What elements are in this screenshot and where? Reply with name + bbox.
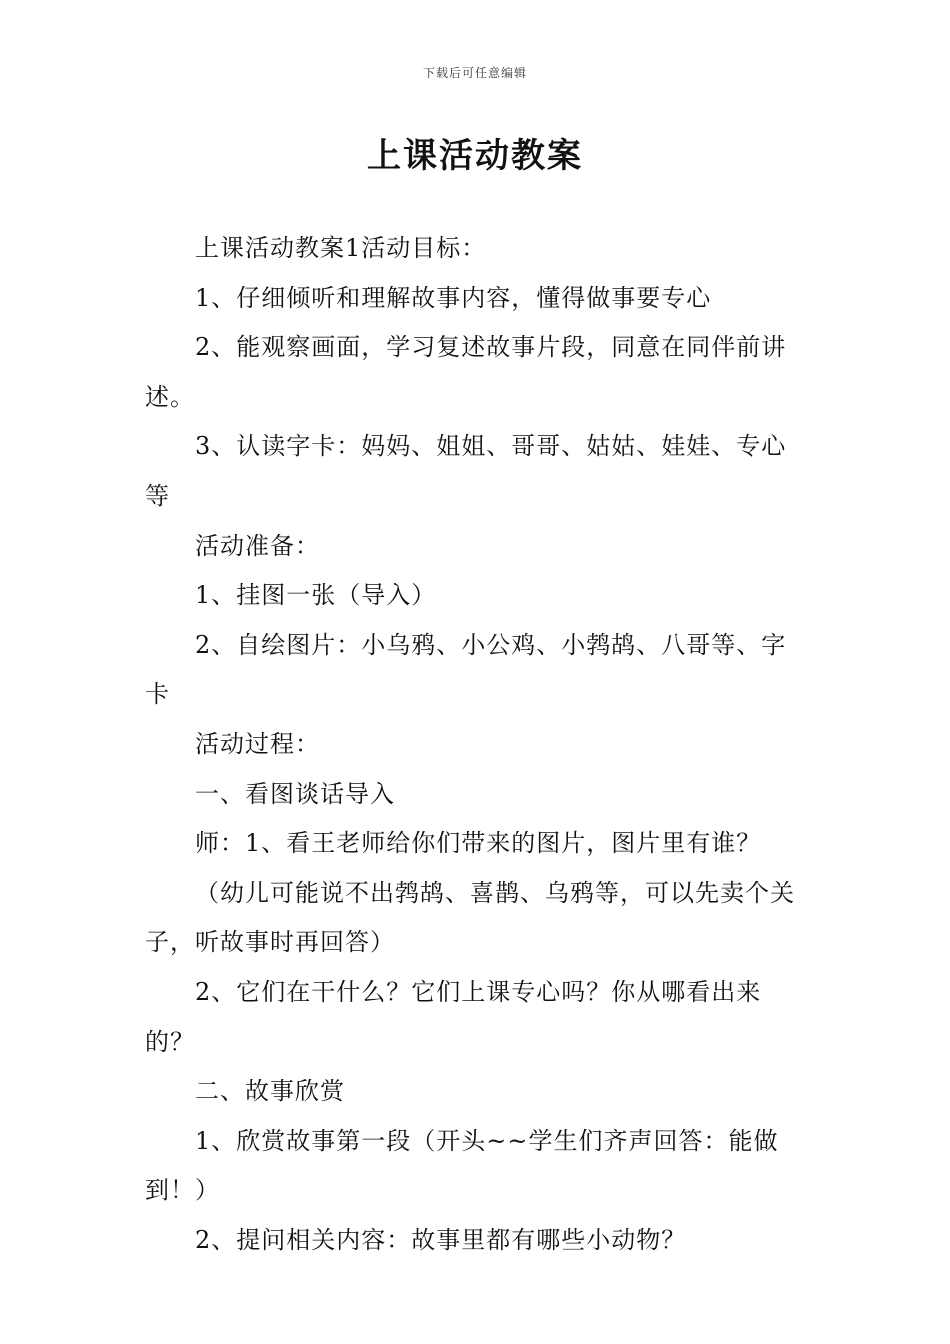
paragraph: 2、自绘图片：小乌鸦、小公鸡、小鹁鸪、八哥等、字卡 — [145, 630, 787, 709]
document-title: 上课活动教案 — [367, 136, 583, 176]
document-body — [145, 224, 810, 1265]
paragraph: 二、故事欣赏 — [195, 1077, 345, 1106]
paragraph: 师：1、看王老师给你们带来的图片，图片里有谁？ — [195, 829, 762, 858]
paragraph: 2、能观察画面，学习复述故事片段，同意在同伴前讲述。 — [145, 333, 787, 411]
paragraph: 1、挂图一张（导入） — [195, 581, 437, 610]
paragraph: 活动过程： — [195, 729, 320, 758]
paragraph: 3、认读字卡：妈妈、姐姐、哥哥、姑姑、娃娃、专心等 — [145, 432, 787, 510]
paragraph: 活动准备： — [195, 531, 320, 560]
paragraph: （幼儿可能说不出鹁鸪、喜鹊、乌鸦等，可以先卖个关子，听故事时再回答） — [145, 878, 795, 957]
paragraph: 上课活动教案1活动目标： — [195, 234, 487, 262]
paragraph: 一、看图谈话导入 — [195, 779, 395, 808]
header-note: 下载后可任意编辑 — [422, 66, 527, 80]
paragraph: 1、欣赏故事第一段（开头~~学生们齐声回答：能做到！） — [145, 1126, 779, 1205]
paragraph: 2、提问相关内容：故事里都有哪些小动物？ — [195, 1225, 687, 1254]
paragraph: 1、仔细倾听和理解故事内容，懂得做事要专心 — [195, 283, 712, 312]
paragraph: 2、它们在干什么？它们上课专心吗？你从哪看出来的？ — [145, 977, 762, 1056]
